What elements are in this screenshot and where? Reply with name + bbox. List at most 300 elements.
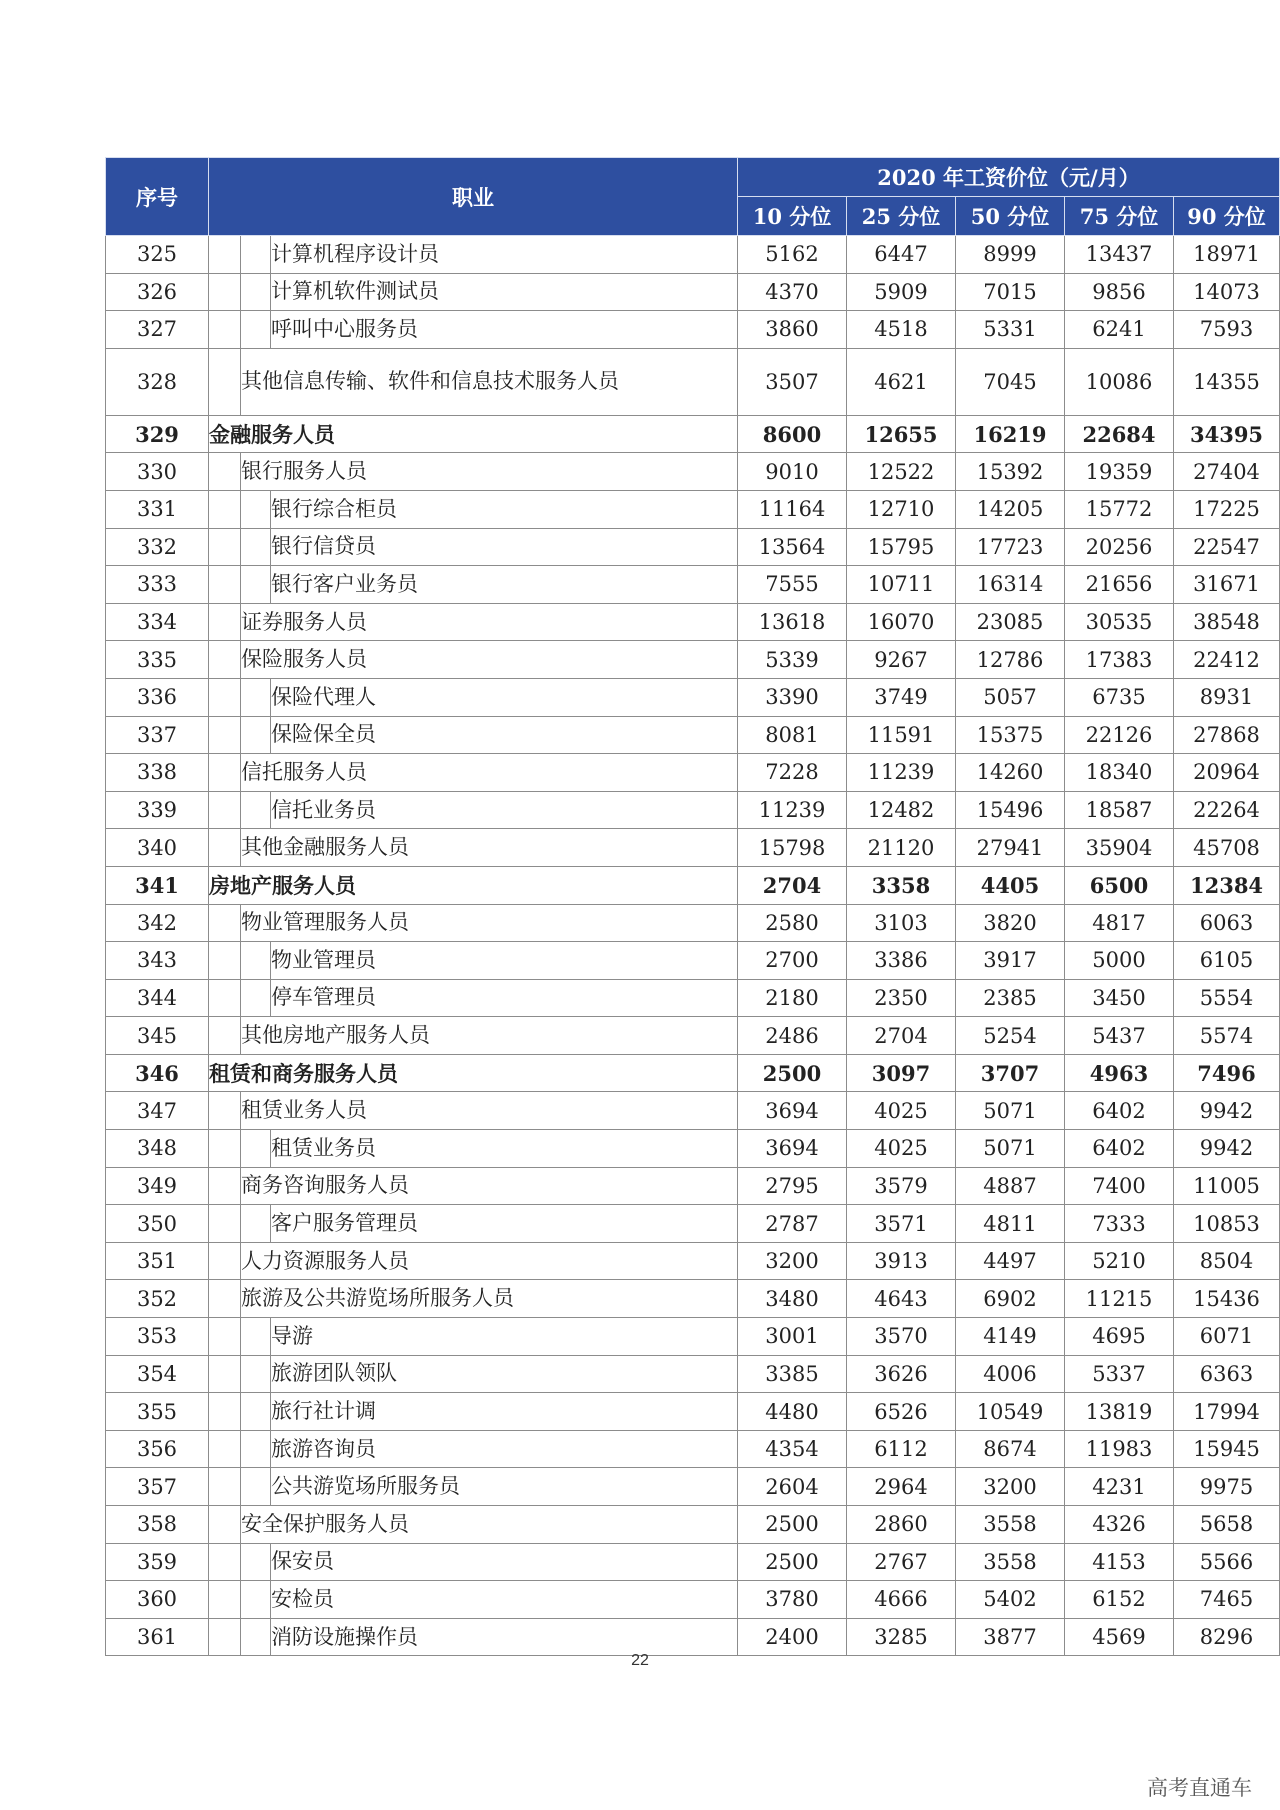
indent-cell	[241, 1430, 271, 1468]
row-p10: 3780	[738, 1581, 847, 1619]
row-p90: 5658	[1174, 1506, 1280, 1544]
row-occupation: 租赁业务员	[271, 1130, 738, 1168]
indent-cell	[241, 311, 271, 349]
row-p50: 27941	[956, 829, 1065, 867]
table-row	[106, 1468, 1280, 1506]
row-p50: 3820	[956, 904, 1065, 942]
row-p75: 4326	[1065, 1506, 1174, 1544]
row-p50: 10549	[956, 1393, 1065, 1431]
row-p50: 3917	[956, 942, 1065, 980]
indent-cell	[209, 1092, 241, 1130]
row-p10: 2795	[738, 1167, 847, 1205]
row-p10: 2787	[738, 1205, 847, 1243]
indent-cell	[209, 1468, 241, 1506]
row-seq: 345	[106, 1017, 209, 1055]
row-p10: 2500	[738, 1506, 847, 1544]
indent-cell	[209, 979, 241, 1017]
row-occupation: 租赁业务人员	[241, 1092, 738, 1130]
indent-cell	[209, 566, 241, 604]
row-p90: 17225	[1174, 490, 1280, 528]
row-occupation: 保安员	[271, 1543, 738, 1581]
indent-cell	[241, 236, 271, 274]
indent-cell	[209, 678, 241, 716]
row-p10: 5162	[738, 236, 847, 274]
table-body	[106, 236, 1280, 1656]
indent-cell	[209, 1618, 241, 1656]
table-row	[106, 1054, 1280, 1092]
indent-cell	[209, 236, 241, 274]
row-seq: 327	[106, 311, 209, 349]
row-occupation: 计算机程序设计员	[271, 236, 738, 274]
row-seq: 347	[106, 1092, 209, 1130]
row-p25: 5909	[847, 273, 956, 311]
row-p50: 5057	[956, 678, 1065, 716]
row-seq: 350	[106, 1205, 209, 1243]
table-row	[106, 979, 1280, 1017]
row-p90: 10853	[1174, 1205, 1280, 1243]
row-p75: 18587	[1065, 791, 1174, 829]
row-occupation: 导游	[271, 1318, 738, 1356]
table-row	[106, 1430, 1280, 1468]
row-p75: 7333	[1065, 1205, 1174, 1243]
indent-cell	[209, 829, 241, 867]
table-row	[106, 1543, 1280, 1581]
row-p50: 3707	[956, 1054, 1065, 1092]
table-row	[106, 273, 1280, 311]
row-p50: 14260	[956, 754, 1065, 792]
row-seq: 349	[106, 1167, 209, 1205]
row-seq: 352	[106, 1280, 209, 1318]
row-p50: 5071	[956, 1092, 1065, 1130]
indent-cell	[209, 1130, 241, 1168]
row-p50: 4887	[956, 1167, 1065, 1205]
row-p50: 16219	[956, 415, 1065, 453]
table-row	[106, 942, 1280, 980]
row-p10: 7228	[738, 754, 847, 792]
table-row	[106, 641, 1280, 679]
wage-table	[105, 157, 1280, 1656]
row-occupation: 安检员	[271, 1581, 738, 1619]
row-p10: 2400	[738, 1618, 847, 1656]
indent-cell	[241, 942, 271, 980]
row-seq: 337	[106, 716, 209, 754]
row-p25: 3579	[847, 1167, 956, 1205]
row-p10: 9010	[738, 453, 847, 491]
indent-cell	[209, 716, 241, 754]
row-p75: 4569	[1065, 1618, 1174, 1656]
indent-cell	[241, 1581, 271, 1619]
indent-cell	[209, 904, 241, 942]
row-occupation: 银行服务人员	[241, 453, 738, 491]
row-p90: 9942	[1174, 1130, 1280, 1168]
row-seq: 342	[106, 904, 209, 942]
indent-cell	[209, 490, 241, 528]
table-row	[106, 348, 1280, 415]
row-p90: 7593	[1174, 311, 1280, 349]
indent-cell	[209, 273, 241, 311]
row-occupation: 旅游及公共游览场所服务人员	[241, 1280, 738, 1318]
row-p10: 7555	[738, 566, 847, 604]
row-occupation: 金融服务人员	[209, 415, 738, 453]
row-p25: 10711	[847, 566, 956, 604]
row-p90: 5554	[1174, 979, 1280, 1017]
row-p90: 8504	[1174, 1242, 1280, 1280]
row-p50: 12786	[956, 641, 1065, 679]
row-p50: 3877	[956, 1618, 1065, 1656]
indent-cell	[241, 1318, 271, 1356]
row-p90: 27404	[1174, 453, 1280, 491]
row-p10: 2580	[738, 904, 847, 942]
row-p90: 7465	[1174, 1581, 1280, 1619]
row-p50: 4811	[956, 1205, 1065, 1243]
row-p25: 6112	[847, 1430, 956, 1468]
row-p25: 21120	[847, 829, 956, 867]
table-row	[106, 1393, 1280, 1431]
header-seq: 序号	[106, 158, 209, 236]
row-p50: 7045	[956, 348, 1065, 415]
table-row	[106, 678, 1280, 716]
row-p90: 22264	[1174, 791, 1280, 829]
table-row	[106, 1581, 1280, 1619]
indent-cell	[209, 1318, 241, 1356]
row-p75: 4817	[1065, 904, 1174, 942]
row-p10: 3200	[738, 1242, 847, 1280]
row-p75: 20256	[1065, 528, 1174, 566]
watermark: 高考直通车	[1147, 1776, 1252, 1800]
row-p75: 21656	[1065, 566, 1174, 604]
row-occupation: 物业管理员	[271, 942, 738, 980]
row-p25: 2964	[847, 1468, 956, 1506]
indent-cell	[241, 566, 271, 604]
table-row	[106, 1280, 1280, 1318]
row-occupation: 计算机软件测试员	[271, 273, 738, 311]
row-p50: 4497	[956, 1242, 1065, 1280]
row-p90: 6363	[1174, 1355, 1280, 1393]
row-p10: 3480	[738, 1280, 847, 1318]
row-p25: 4643	[847, 1280, 956, 1318]
row-p10: 13618	[738, 603, 847, 641]
row-p10: 8081	[738, 716, 847, 754]
row-occupation: 商务咨询服务人员	[241, 1167, 738, 1205]
row-p75: 11215	[1065, 1280, 1174, 1318]
indent-cell	[209, 1205, 241, 1243]
table-row	[106, 1205, 1280, 1243]
table-row	[106, 311, 1280, 349]
row-occupation: 保险服务人员	[241, 641, 738, 679]
row-p75: 9856	[1065, 273, 1174, 311]
row-p25: 3570	[847, 1318, 956, 1356]
row-p75: 18340	[1065, 754, 1174, 792]
indent-cell	[241, 1130, 271, 1168]
row-p75: 5000	[1065, 942, 1174, 980]
row-p25: 2860	[847, 1506, 956, 1544]
row-p90: 38548	[1174, 603, 1280, 641]
row-p90: 6063	[1174, 904, 1280, 942]
row-seq: 360	[106, 1581, 209, 1619]
row-p10: 11239	[738, 791, 847, 829]
row-occupation: 其他房地产服务人员	[241, 1017, 738, 1055]
header-p25: 25 分位	[847, 197, 956, 236]
row-p25: 3571	[847, 1205, 956, 1243]
row-p50: 8999	[956, 236, 1065, 274]
row-seq: 344	[106, 979, 209, 1017]
row-p25: 6526	[847, 1393, 956, 1431]
row-p10: 4480	[738, 1393, 847, 1431]
row-p75: 6735	[1065, 678, 1174, 716]
table-row	[106, 754, 1280, 792]
indent-cell	[209, 1280, 241, 1318]
header-p10: 10 分位	[738, 197, 847, 236]
row-seq: 332	[106, 528, 209, 566]
header-row-top	[106, 158, 1280, 197]
row-p75: 13437	[1065, 236, 1174, 274]
row-p25: 3626	[847, 1355, 956, 1393]
row-p25: 12710	[847, 490, 956, 528]
row-p90: 14073	[1174, 273, 1280, 311]
table-row	[106, 791, 1280, 829]
row-p90: 17994	[1174, 1393, 1280, 1431]
row-p10: 3860	[738, 311, 847, 349]
indent-cell	[209, 603, 241, 641]
row-occupation: 旅游团队领队	[271, 1355, 738, 1393]
row-p25: 11239	[847, 754, 956, 792]
row-p75: 4695	[1065, 1318, 1174, 1356]
table-row	[106, 236, 1280, 274]
table-row	[106, 1618, 1280, 1656]
row-p90: 5574	[1174, 1017, 1280, 1055]
table-row	[106, 1017, 1280, 1055]
indent-cell	[209, 348, 241, 415]
indent-cell	[209, 1581, 241, 1619]
row-p75: 13819	[1065, 1393, 1174, 1431]
row-p75: 5210	[1065, 1242, 1174, 1280]
row-p50: 5402	[956, 1581, 1065, 1619]
row-seq: 353	[106, 1318, 209, 1356]
row-seq: 338	[106, 754, 209, 792]
row-p75: 6402	[1065, 1130, 1174, 1168]
indent-cell	[241, 490, 271, 528]
row-p75: 15772	[1065, 490, 1174, 528]
row-p25: 3358	[847, 866, 956, 904]
row-p75: 6500	[1065, 866, 1174, 904]
row-seq: 354	[106, 1355, 209, 1393]
row-p25: 3749	[847, 678, 956, 716]
row-p10: 2500	[738, 1054, 847, 1092]
table-row	[106, 716, 1280, 754]
row-seq: 336	[106, 678, 209, 716]
indent-cell	[241, 1393, 271, 1431]
table-row	[106, 603, 1280, 641]
indent-cell	[241, 1543, 271, 1581]
row-seq: 343	[106, 942, 209, 980]
row-p90: 6071	[1174, 1318, 1280, 1356]
row-seq: 356	[106, 1430, 209, 1468]
row-seq: 348	[106, 1130, 209, 1168]
row-p75: 30535	[1065, 603, 1174, 641]
row-p10: 11164	[738, 490, 847, 528]
table-row	[106, 1167, 1280, 1205]
row-p75: 19359	[1065, 453, 1174, 491]
row-p75: 7400	[1065, 1167, 1174, 1205]
row-occupation: 银行客户业务员	[271, 566, 738, 604]
row-p25: 3285	[847, 1618, 956, 1656]
row-occupation: 消防设施操作员	[271, 1618, 738, 1656]
page-number: 22	[631, 1652, 649, 1669]
row-p50: 8674	[956, 1430, 1065, 1468]
row-p90: 15436	[1174, 1280, 1280, 1318]
row-seq: 358	[106, 1506, 209, 1544]
indent-cell	[209, 1393, 241, 1431]
row-p50: 5071	[956, 1130, 1065, 1168]
row-p25: 4518	[847, 311, 956, 349]
indent-cell	[209, 791, 241, 829]
row-seq: 357	[106, 1468, 209, 1506]
indent-cell	[209, 1543, 241, 1581]
row-occupation: 客户服务管理员	[271, 1205, 738, 1243]
row-occupation: 安全保护服务人员	[241, 1506, 738, 1544]
row-p10: 3390	[738, 678, 847, 716]
header-wage-group: 2020 年工资价位（元/月）	[738, 158, 1280, 197]
indent-cell	[209, 1506, 241, 1544]
indent-cell	[209, 311, 241, 349]
row-p25: 4666	[847, 1581, 956, 1619]
row-seq: 328	[106, 348, 209, 415]
row-seq: 326	[106, 273, 209, 311]
indent-cell	[241, 1205, 271, 1243]
table-row	[106, 453, 1280, 491]
row-p10: 3385	[738, 1355, 847, 1393]
row-p90: 8931	[1174, 678, 1280, 716]
row-p75: 35904	[1065, 829, 1174, 867]
row-p90: 18971	[1174, 236, 1280, 274]
indent-cell	[241, 979, 271, 1017]
row-seq: 331	[106, 490, 209, 528]
row-p10: 2180	[738, 979, 847, 1017]
row-seq: 325	[106, 236, 209, 274]
row-p25: 12522	[847, 453, 956, 491]
row-seq: 335	[106, 641, 209, 679]
header-p90: 90 分位	[1174, 197, 1280, 236]
indent-cell	[209, 1430, 241, 1468]
row-p10: 3001	[738, 1318, 847, 1356]
indent-cell	[209, 641, 241, 679]
row-p50: 4149	[956, 1318, 1065, 1356]
row-p50: 16314	[956, 566, 1065, 604]
indent-cell	[209, 1355, 241, 1393]
row-p90: 15945	[1174, 1430, 1280, 1468]
row-p25: 2350	[847, 979, 956, 1017]
row-p25: 4025	[847, 1130, 956, 1168]
row-p25: 3386	[847, 942, 956, 980]
table-row	[106, 1506, 1280, 1544]
row-seq: 361	[106, 1618, 209, 1656]
row-occupation: 保险保全员	[271, 716, 738, 754]
row-p75: 3450	[1065, 979, 1174, 1017]
row-p10: 13564	[738, 528, 847, 566]
row-occupation: 信托业务员	[271, 791, 738, 829]
row-seq: 340	[106, 829, 209, 867]
row-p90: 14355	[1174, 348, 1280, 415]
row-p25: 9267	[847, 641, 956, 679]
indent-cell	[241, 1355, 271, 1393]
indent-cell	[241, 791, 271, 829]
row-occupation: 公共游览场所服务员	[271, 1468, 738, 1506]
row-p50: 4006	[956, 1355, 1065, 1393]
row-p50: 6902	[956, 1280, 1065, 1318]
table-row	[106, 566, 1280, 604]
indent-cell	[241, 1618, 271, 1656]
row-occupation: 停车管理员	[271, 979, 738, 1017]
row-p10: 3507	[738, 348, 847, 415]
row-p50: 15375	[956, 716, 1065, 754]
row-p25: 3097	[847, 1054, 956, 1092]
indent-cell	[209, 453, 241, 491]
row-p90: 12384	[1174, 866, 1280, 904]
row-p90: 9975	[1174, 1468, 1280, 1506]
row-p25: 11591	[847, 716, 956, 754]
row-p90: 34395	[1174, 415, 1280, 453]
row-p10: 5339	[738, 641, 847, 679]
indent-cell	[241, 678, 271, 716]
indent-cell	[241, 716, 271, 754]
row-seq: 339	[106, 791, 209, 829]
row-p90: 45708	[1174, 829, 1280, 867]
row-occupation: 信托服务人员	[241, 754, 738, 792]
table-row	[106, 490, 1280, 528]
table-row	[106, 904, 1280, 942]
row-occupation: 旅行社计调	[271, 1393, 738, 1431]
row-p50: 4405	[956, 866, 1065, 904]
row-seq: 333	[106, 566, 209, 604]
row-p25: 3103	[847, 904, 956, 942]
row-p50: 3558	[956, 1506, 1065, 1544]
row-occupation: 人力资源服务人员	[241, 1242, 738, 1280]
table-row	[106, 1318, 1280, 1356]
row-seq: 355	[106, 1393, 209, 1431]
indent-cell	[209, 754, 241, 792]
row-p25: 6447	[847, 236, 956, 274]
indent-cell	[209, 1242, 241, 1280]
row-p75: 22684	[1065, 415, 1174, 453]
row-p50: 5331	[956, 311, 1065, 349]
row-p90: 20964	[1174, 754, 1280, 792]
row-p90: 8296	[1174, 1618, 1280, 1656]
row-occupation: 证券服务人员	[241, 603, 738, 641]
row-p10: 4354	[738, 1430, 847, 1468]
table-row	[106, 1242, 1280, 1280]
row-p90: 31671	[1174, 566, 1280, 604]
indent-cell	[241, 528, 271, 566]
row-p75: 17383	[1065, 641, 1174, 679]
row-occupation: 其他信息传输、软件和信息技术服务人员	[241, 348, 738, 415]
row-p50: 3558	[956, 1543, 1065, 1581]
row-p90: 27868	[1174, 716, 1280, 754]
row-p50: 5254	[956, 1017, 1065, 1055]
row-p75: 4153	[1065, 1543, 1174, 1581]
row-p90: 11005	[1174, 1167, 1280, 1205]
row-p75: 11983	[1065, 1430, 1174, 1468]
row-p75: 6402	[1065, 1092, 1174, 1130]
table-row	[106, 829, 1280, 867]
row-p10: 2604	[738, 1468, 847, 1506]
row-p75: 6152	[1065, 1581, 1174, 1619]
table-row	[106, 415, 1280, 453]
row-p90: 9942	[1174, 1092, 1280, 1130]
row-p50: 15392	[956, 453, 1065, 491]
row-p90: 7496	[1174, 1054, 1280, 1092]
row-p10: 3694	[738, 1130, 847, 1168]
row-p50: 14205	[956, 490, 1065, 528]
